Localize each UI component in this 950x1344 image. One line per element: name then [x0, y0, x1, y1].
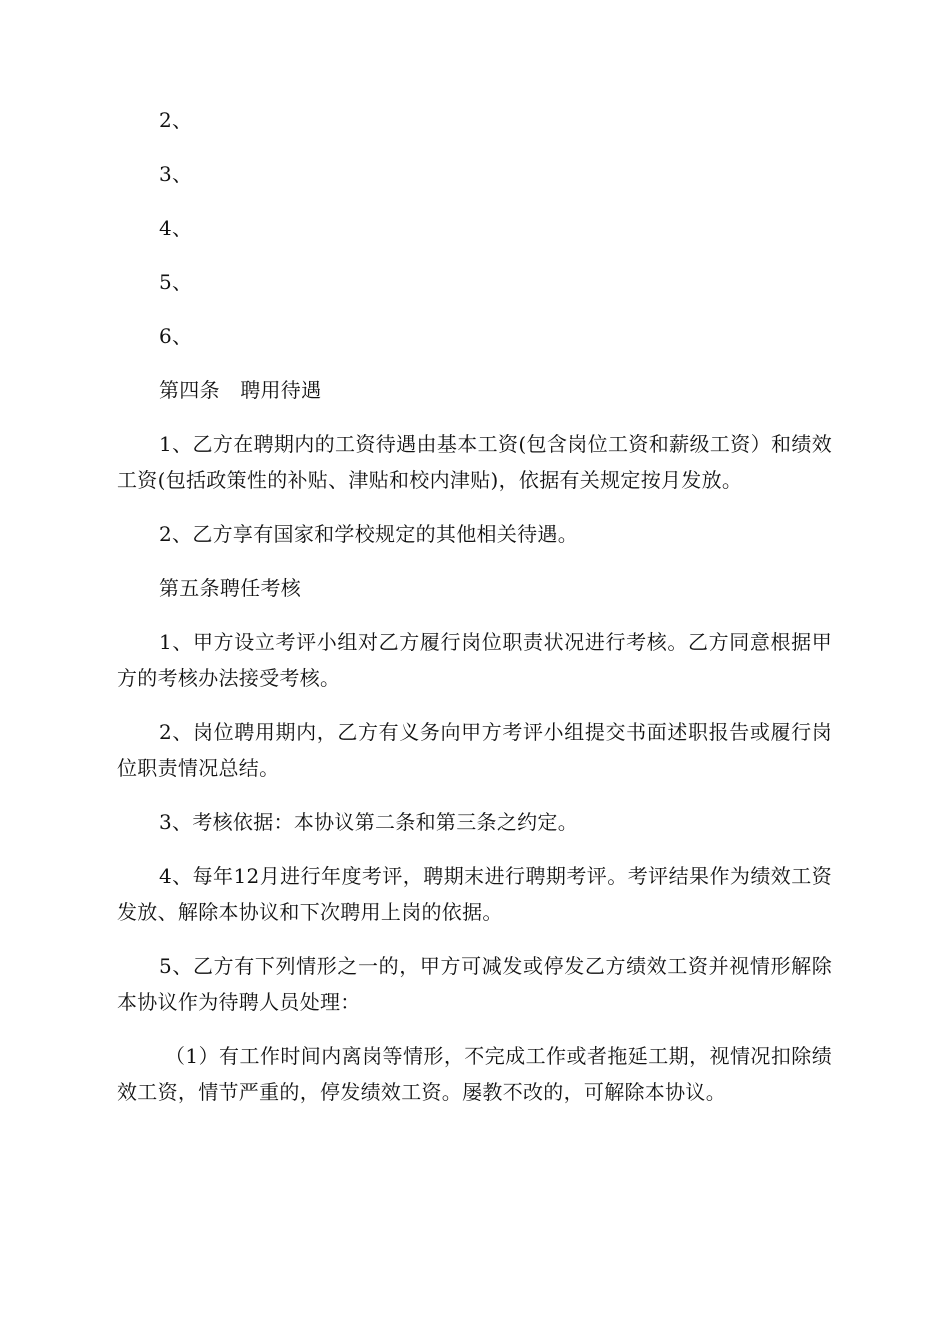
- numbered-item-3: 3、: [159, 162, 193, 186]
- numbered-item-2: 2、: [159, 108, 193, 132]
- numbered-item-6: 6、: [159, 324, 193, 348]
- article-5-item-5: 5、乙方有下列情形之一的，甲方可减发或停发乙方绩效工资并视情形解除本协议作为待聘人员处理：: [117, 954, 832, 1014]
- article-5-item-4: 4、每年12月进行年度考评，聘期末进行聘期考评。考评结果作为绩效工资发放、解除本协议和下次聘用上岗的依据。: [117, 864, 832, 924]
- article-4-item-2: 2、乙方享有国家和学校规定的其他相关待遇。: [159, 522, 579, 546]
- numbered-item-5: 5、: [159, 270, 193, 294]
- document-body: [117, 102, 832, 1110]
- sub-item-1: （1）有工作时间内离岗等情形，不完成工作或者拖延工期，视情况扣除绩效工资，情节严重的，停发绩效工资。屡教不改的，可解除本协议。: [117, 1044, 832, 1104]
- article-5-item-2: 2、岗位聘用期内，乙方有义务向甲方考评小组提交书面述职报告或履行岗位职责情况总结。: [117, 720, 832, 780]
- article-5-item-1: 1、甲方设立考评小组对乙方履行岗位职责状况进行考核。乙方同意根据甲方的考核办法接受考核。: [117, 630, 832, 690]
- article-4-item-1: 1、乙方在聘期内的工资待遇由基本工资(包含岗位工资和薪级工资）和绩效工资(包括政策性的补贴、津贴和校内津贴)，依据有关规定按月发放。: [117, 432, 832, 492]
- article-4-heading: 第四条 聘用待遇: [159, 378, 322, 402]
- article-5-item-3: 3、考核依据：本协议第二条和第三条之约定。: [159, 810, 579, 834]
- article-5-heading: 第五条聘任考核: [159, 576, 302, 600]
- numbered-item-4: 4、: [159, 216, 193, 240]
